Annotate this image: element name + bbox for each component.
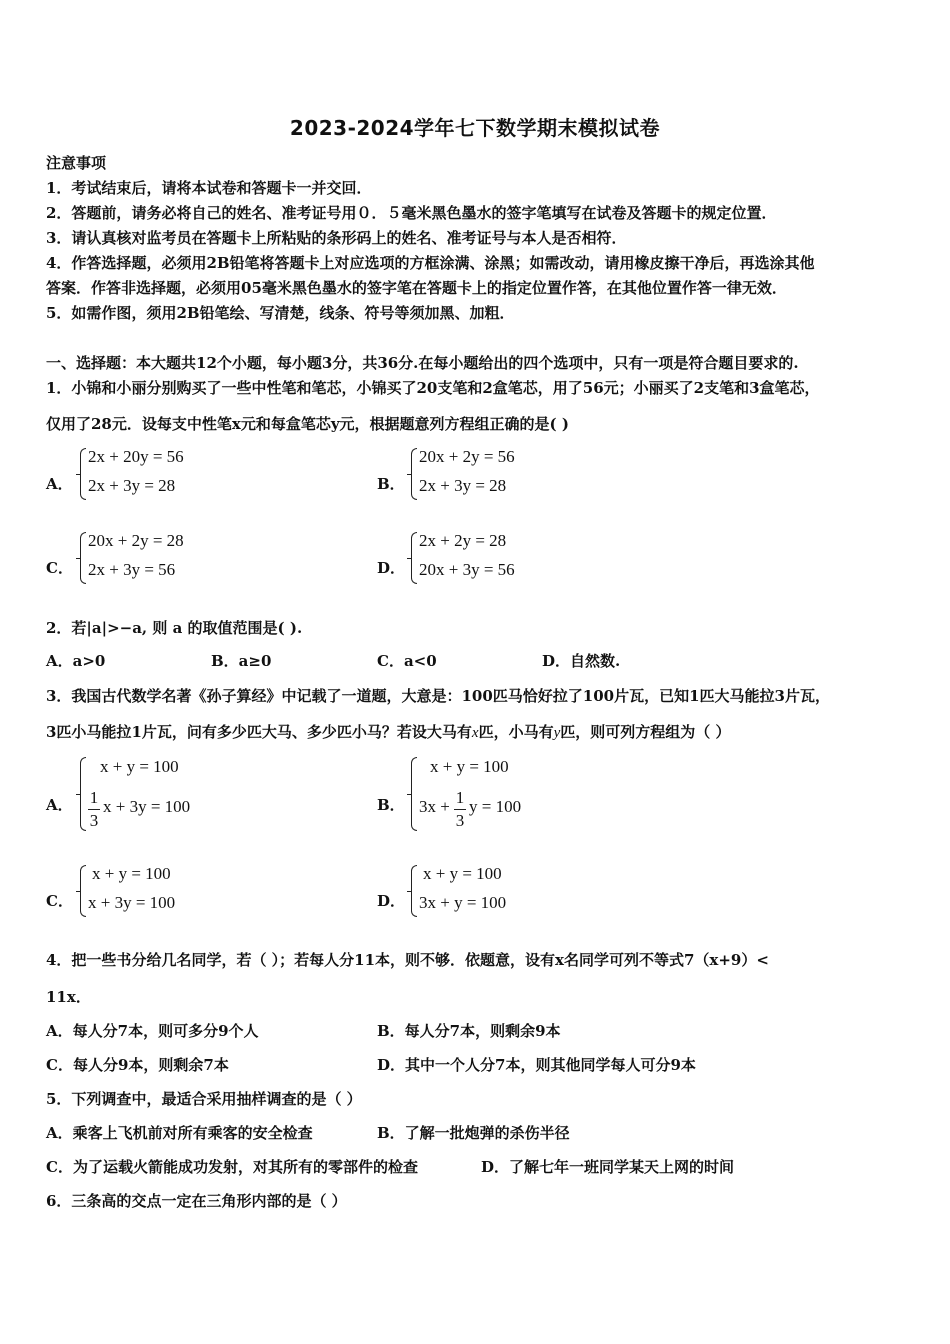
q2-option-c: C．a<0 <box>377 652 437 670</box>
q3-option-c-brace <box>80 865 86 917</box>
q3-option-b-fraction <box>454 788 466 831</box>
notice-item: 1．考试结束后，请将本试卷和答题卡一并交回． <box>46 179 372 197</box>
q1-option-c-brace <box>80 532 86 584</box>
q3-option-b-eq2: y = 100 <box>469 797 522 816</box>
notice-item: 3．请认真核对监考员在答题卡上所粘贴的条形码上的姓名、准考证号与本人是否相符． <box>46 229 627 247</box>
q4-option-d: D．其中一个人分7本，则其他同学每人可分9本 <box>377 1056 696 1074</box>
fraction-numerator: 1 <box>455 788 465 807</box>
question-5-stem: 5．下列调查中，最适合采用抽样调查的是（ ） <box>46 1090 362 1108</box>
fraction-numerator: 1 <box>89 788 99 807</box>
q3-option-b-eq1: x + y = 100 <box>430 757 509 776</box>
q5-option-c: C．为了运载火箭能成功发射，对其所有的零部件的检查 <box>46 1158 418 1176</box>
fraction-denominator: 3 <box>455 811 465 830</box>
question-3-stem-cont <box>46 721 730 742</box>
q1-option-a-eq1: 2x + 20y = 56 <box>88 447 184 466</box>
q3-var-x: x <box>471 725 479 741</box>
q3-option-d-eq2: 3x + y = 100 <box>419 893 507 912</box>
notice-heading: 注意事项 <box>46 154 107 172</box>
q4-option-c: C．每人分9本，则剩余7本 <box>46 1056 229 1074</box>
q3-text-a: 3匹小马能拉1片瓦，问有多少匹大马、多少匹小马？若设大马有 <box>46 723 472 741</box>
q3-text-b: 匹，小马有 <box>478 723 554 741</box>
q5-option-d: D．了解七年一班同学某天上网的时间 <box>481 1158 735 1176</box>
q3-option-c-label: C． <box>46 892 73 910</box>
notice-item: 5．如需作图，须用2B铅笔绘、写清楚，线条、符号等须加黑、加粗． <box>46 304 515 322</box>
q3-option-b-brace <box>411 757 417 831</box>
q3-option-a-fraction <box>88 788 100 831</box>
question-6-stem: 6．三条高的交点一定在三角形内部的是（ ） <box>46 1192 347 1210</box>
question-2-stem: 2．若|a|>−a, 则 a 的取值范围是( ). <box>46 619 303 637</box>
q3-option-b-eq2-pre: 3x + <box>419 797 450 816</box>
page-title: 2023-2024学年七下数学期末模拟试卷 <box>289 116 661 140</box>
q1-option-a-brace <box>80 448 86 500</box>
q1-option-d-brace <box>411 532 417 584</box>
q1-option-b-eq2: 2x + 3y = 28 <box>419 476 507 495</box>
notice-item: 2．答题前，请务必将自己的姓名、准考证号用０．５毫米黑色墨水的签字笔填写在试卷及答题卡的规定位置． <box>46 204 777 222</box>
q3-option-d-eq1: x + y = 100 <box>423 864 502 883</box>
question-4-stem: 4．把一些书分给几名同学，若（ ）；若每人分11本，则不够．依题意，设有x名同学可列不等式7（x+9）< <box>46 951 769 969</box>
q5-option-a: A．乘客上飞机前对所有乘客的安全检查 <box>46 1124 313 1142</box>
q2-option-d: D．自然数. <box>542 652 621 670</box>
q1-option-c-label: C． <box>46 559 73 577</box>
q3-option-c-eq2: x + 3y = 100 <box>88 893 176 912</box>
q1-option-d-eq1: 2x + 2y = 28 <box>419 531 507 550</box>
q3-option-b-label: B． <box>377 796 405 814</box>
notice-item: 答案．作答非选择题，必须用05毫米黑色墨水的签字笔在答题卡上的指定位置作答，在其他位置作答一律无效． <box>46 279 787 297</box>
question-3-stem: 3．我国古代数学名著《孙子算经》中记载了一道题，大意是：100匹马恰好拉了100片瓦，已知1匹大马能拉3片瓦， <box>46 687 830 705</box>
q3-text-c: 匹，则可列方程组为（ ） <box>560 723 731 741</box>
question-1-stem-cont: 仅用了28元．设每支中性笔x元和每盒笔芯y元，根据题意列方程组正确的是( ) <box>46 415 569 433</box>
q3-option-a-eq1: x + y = 100 <box>100 757 179 776</box>
q3-option-a-label: A． <box>46 796 73 814</box>
q1-option-b-label: B． <box>377 475 405 493</box>
q1-option-d-label: D． <box>377 559 406 577</box>
q3-option-d-label: D． <box>377 892 406 910</box>
notice-item: 4．作答选择题，必须用2B铅笔将答题卡上对应选项的方框涂满、涂黑；如需改动，请用橡皮擦干净后，再选涂其他 <box>46 254 815 272</box>
q1-option-b-brace <box>411 448 417 500</box>
q1-option-c-eq2: 2x + 3y = 56 <box>88 560 176 579</box>
fraction-denominator: 3 <box>89 811 99 830</box>
q1-option-b-eq1: 20x + 2y = 56 <box>419 447 515 466</box>
q1-option-a-label: A． <box>46 475 73 493</box>
q1-option-a-eq2: 2x + 3y = 28 <box>88 476 176 495</box>
q1-option-c-eq1: 20x + 2y = 28 <box>88 531 184 550</box>
q2-option-a: A．a>0 <box>46 652 106 670</box>
question-1-stem: 1．小锦和小丽分别购买了一些中性笔和笔芯，小锦买了20支笔和2盒笔芯，用了56元；小丽买了2支笔和3盒笔芯， <box>46 379 820 397</box>
q2-option-b: B．a≥0 <box>211 652 272 670</box>
question-4-stem-cont: 11x． <box>46 988 91 1006</box>
q5-option-b: B．了解一批炮弹的杀伤半径 <box>377 1124 570 1142</box>
q3-option-a-brace <box>80 757 86 831</box>
q1-option-d-eq2: 20x + 3y = 56 <box>419 560 515 579</box>
q3-option-a-eq2: x + 3y = 100 <box>103 797 191 816</box>
q4-option-b: B．每人分7本，则剩余9本 <box>377 1022 561 1040</box>
q4-option-a: A．每人分7本，则可多分9个人 <box>46 1022 259 1040</box>
q3-option-d-brace <box>411 865 417 917</box>
section-heading: 一、选择题：本大题共12个小题，每小题3分，共36分.在每小题给出的四个选项中，只有一项是符合题目要求的. <box>46 354 799 372</box>
q3-option-c-eq1: x + y = 100 <box>92 864 171 883</box>
q3-var-y: y <box>553 725 561 741</box>
